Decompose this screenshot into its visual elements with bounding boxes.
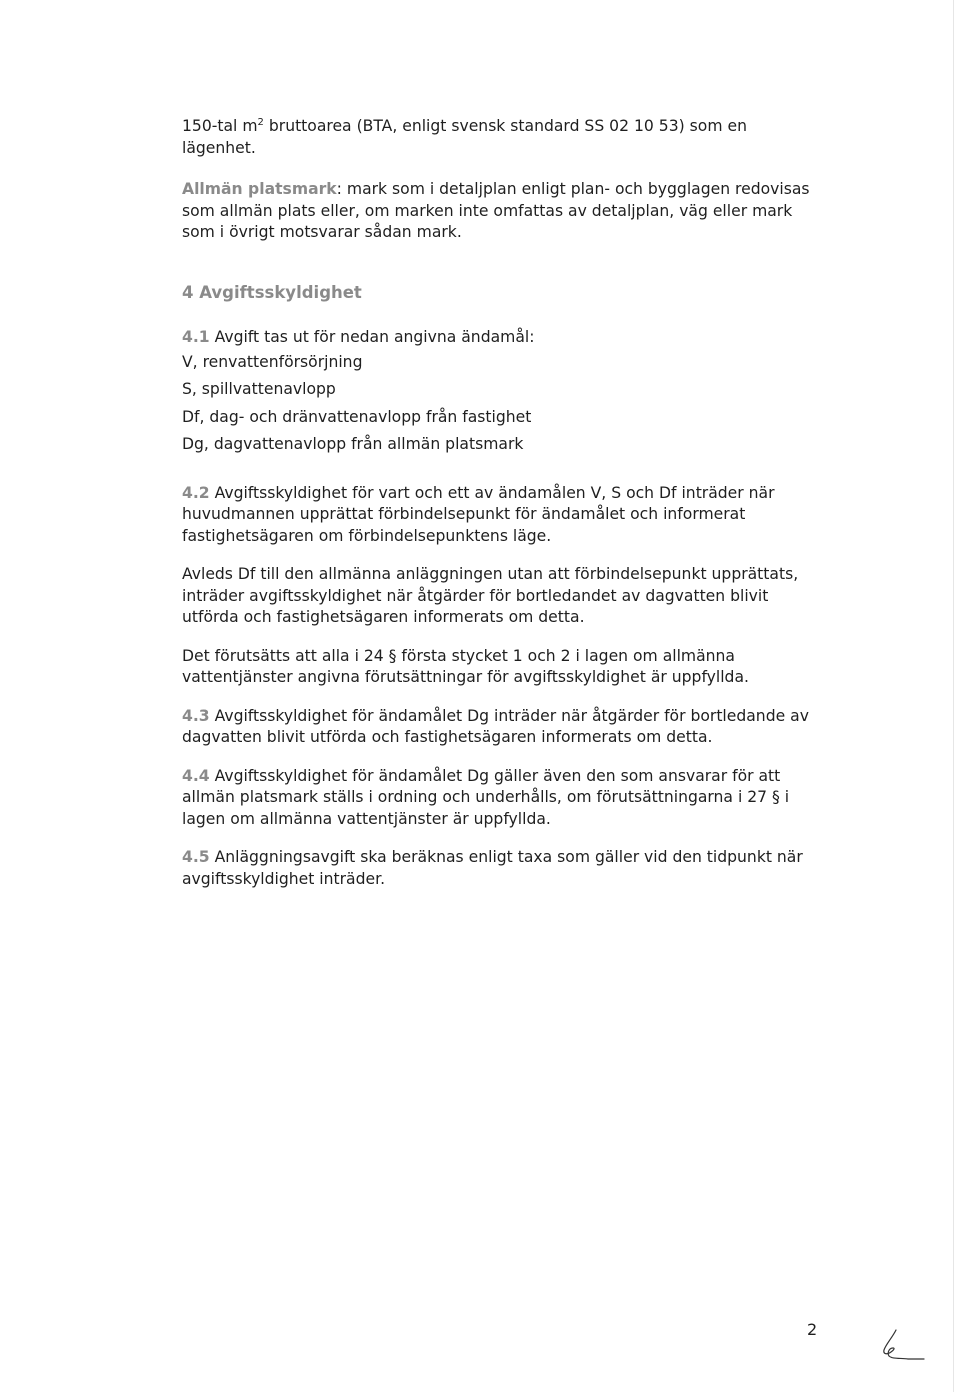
list-item-df: Df, dag- och dränvattenavlopp från fastighet [182,407,532,426]
intro-superscript: 2 [257,116,264,128]
allman-platsmark-term: Allmän platsmark [182,180,337,198]
allman-platsmark-paragraph [182,179,822,244]
section-4-5-number: 4.5 [182,848,210,866]
allman-platsmark-text: : mark som i detaljplan enligt plan- och bygglagen redovisas som allmän plats eller, om marken inte omfattas av detaljplan, väg eller mark som i övrigt motsvarar sådan mark. [182,180,810,241]
handwritten-initials-icon [878,1328,926,1364]
section-4-5-text: Anläggningsavgift ska beräknas enligt taxa som gäller vid den tidpunkt när avgiftsskyldighet inträder. [182,848,803,888]
section-4-3-number: 4.3 [182,706,210,725]
section-4-1-text: Avgift tas ut för nedan angivna ändamål: [209,328,535,346]
section-4-4-text: Avgiftsskyldighet för ändamålet Dg gäller även den som ansvarar för att allmän platsmark ställs i ordning och underhålls, om förutsättningarna i 27 § i lagen om allmänna vattentjänster är uppfyllda. [182,766,790,828]
section-4-5-paragraph [182,847,822,890]
intro-suffix: bruttoarea (BTA, enligt svensk standard SS 02 10 53) som en lägenhet. [182,117,747,157]
section-4-1-number: 4.1 [182,328,210,346]
section-4-2-paragraph [182,483,822,548]
list-item-dg: Dg, dagvattenavlopp från allmän platsmark [182,435,524,453]
page-edge [953,0,954,1392]
document-body [182,116,822,890]
page-number: 2 [807,1320,818,1339]
section-4-4-number: 4.4 [182,766,210,785]
section-4-2-paragraph-2: Avleds Df till den allmänna anläggningen utan att förbindelsepunkt upprättats, inträder avgiftsskyldighet när åtgärder för bortledandet av dagvatten blivit utförda och fastighetsägaren informerats om detta. [182,565,799,626]
intro-prefix: 150-tal m [182,117,258,135]
intro-paragraph [182,116,822,159]
section-4-4-paragraph [182,766,822,831]
section-4-3-text: Avgiftsskyldighet för ändamålet Dg inträder när åtgärder för bortledande av dagvatten blivit utförda och fastighetsägaren informerats om detta. [182,706,809,746]
section-4-heading: 4 Avgiftsskyldighet [182,282,362,302]
section-4-3-paragraph [182,706,822,749]
section-4-2-text: Avgiftsskyldighet för vart och ett av ändamålen V, S och Df inträder när huvudmannen upprättat förbindelsepunkt för ändamålet och informerat fastighetsägaren om förbindelsepunktens läge. [182,483,775,545]
section-4-1-intro [182,327,822,349]
list-item-s: S, spillvattenavlopp [182,380,336,398]
section-4-2-number: 4.2 [182,483,210,502]
section-4-2-paragraph-3: Det förutsätts att alla i 24 § första stycket 1 och 2 i lagen om allmänna vattentjänster angivna förutsättningar för avgiftsskyldighet är uppfyllda. [182,646,749,686]
list-item-v: V, renvattenförsörjning [182,352,363,371]
